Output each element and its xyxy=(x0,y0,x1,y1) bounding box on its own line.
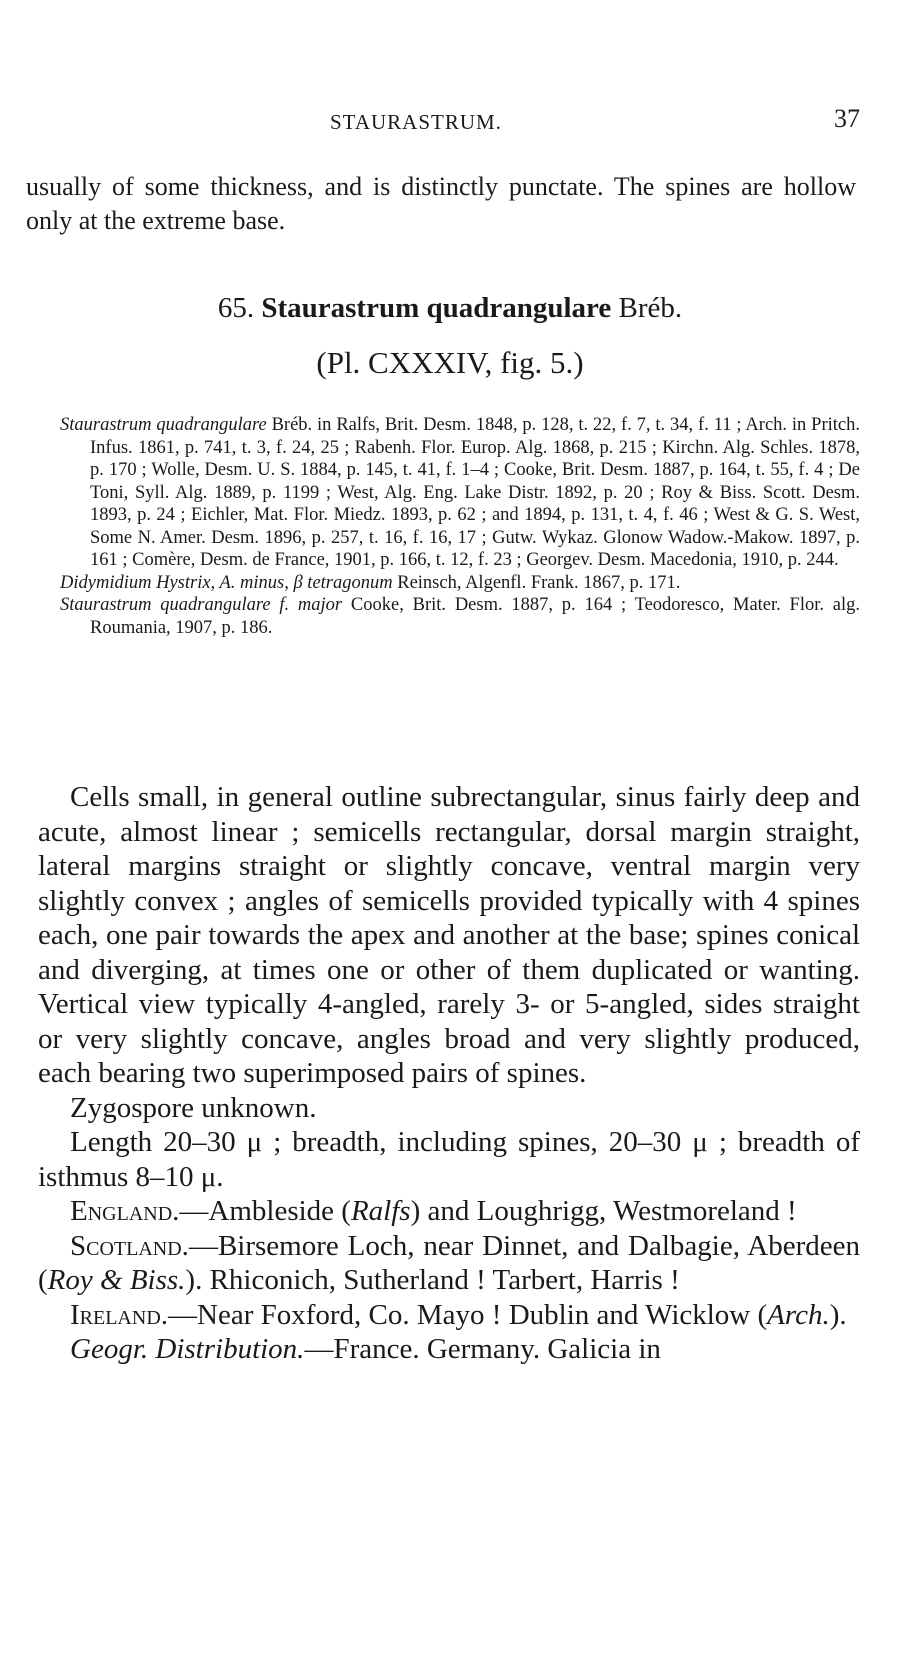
distribution-label: Geogr. Distribution. xyxy=(70,1333,305,1365)
synonym-citations: Bréb. in Ralfs, Brit. Desm. 1848, p. 128, t. 22, f. 7, t. 34, f. 11 ; Arch. in Pritch. Infus. 1861, p. 741, t. 3, f. 24, 25 ; Rabenh. Flor. Europ. Alg. 1868, p. 215 ; Kirchn. Alg. Schles. 1878, p. 170 ; Wolle, Desm. U. S. 1884, p. 145, t. 41, f. 1–4 ; Cooke, Brit. Desm. 1887, p. 164, t. 55, f. 4 ; De Toni, Syll. Alg. 1889, p. 1199 ; West, Alg. Eng. Lake Distr. 1892, p. 20 ; Roy & Biss. Scott. Desm. 1893, p. 24 ; Eichler, Mat. Flor. Miedz. 1893, p. 62 ; and 1894, p. 131, t. 4, f. 46 ; West & G. S. West, Some N. Amer. Desm. 1896, p. 257, t. 16, f. 16, 17 ; Gutw. Wykaz. Glonow Wadow.-Makow. 1897, p. 161 ; Comère, Desm. de France, 1901, p. 166, t. 12, f. 23 ; Georgev. Desm. Macedonia, 1910, p. 244. xyxy=(90,415,860,570)
description-block xyxy=(38,780,860,1367)
description-paragraph: Cells small, in general outline subrectangular, sinus fairly deep and acute, almost linear ; semicells rectangular, dorsal margin straight, lateral margins straight or slightly concave, ventral margin very slightly convex ; angles of semicells provided typically with 4 spines each, one pair towards the apex and another at the base; spines conical and diverging, at times one or other of them duplicated or wanting. Vertical view typically 4-angled, rarely 3- or 5-angled, sides straight or very slightly concave, angles broad and very slightly produced, each bearing two superimposed pairs of spines. xyxy=(38,781,860,1089)
collector-name: Roy & Biss. xyxy=(47,1264,186,1296)
region-label: Ireland. xyxy=(70,1298,169,1331)
synonym-citations: Reinsch, Algenfl. Frank. 1867, p. 171. xyxy=(397,572,681,593)
zygospore-paragraph: Zygospore unknown. xyxy=(70,1091,317,1124)
running-head xyxy=(0,104,900,140)
species-number: 65. xyxy=(217,292,255,324)
synonymy-entry xyxy=(60,414,860,572)
region-label: England. xyxy=(70,1195,180,1227)
page-number: 37 xyxy=(834,104,860,133)
synonymy-block xyxy=(60,414,860,639)
locality-text: —Near Foxford, Co. Mayo ! Dublin and Wicklow ( xyxy=(168,1298,768,1331)
plate-reference: (Pl. CXXXIV, fig. 5.) xyxy=(316,345,584,380)
locality-text: ) and Loughrigg, Westmoreland ! xyxy=(410,1195,797,1227)
species-author: Bréb. xyxy=(618,292,683,324)
locality-scotland xyxy=(38,1229,860,1298)
synonymy-entry xyxy=(60,594,860,639)
collector-name: Arch. xyxy=(767,1298,830,1331)
synonym-name: Staurastrum quadrangulare xyxy=(60,415,267,435)
running-head-title: STAURASTRUM. xyxy=(330,110,502,134)
intro-paragraph: usually of some thickness, and is distinctly punctate. The spines are hollow only at the extreme base. xyxy=(26,172,856,235)
locality-text: ). xyxy=(829,1298,847,1331)
locality-ireland xyxy=(38,1298,860,1333)
region-label: Scotland. xyxy=(70,1229,189,1262)
dimensions-paragraph: Length 20–30 μ ; breadth, including spines, 20–30 μ ; breadth of isthmus 8–10 μ. xyxy=(38,1126,860,1193)
collector-name: Ralfs xyxy=(350,1195,411,1227)
synonym-name: Didymidium Hystrix, A. minus, β tetragonum xyxy=(60,572,393,593)
synonym-citations: Cooke, Brit. Desm. 1887, p. 164 ; Teodoresco, Mater. Flor. alg. Roumania, 1907, p. 186. xyxy=(90,595,861,638)
locality-text: ). Rhiconich, Sutherland ! Tarbert, Harris ! xyxy=(185,1264,680,1296)
synonym-name: Staurastrum quadrangulare f. major xyxy=(60,595,343,615)
geographic-distribution xyxy=(38,1332,860,1367)
species-heading xyxy=(0,292,900,325)
species-name: Staurastrum quadrangulare xyxy=(261,292,612,324)
locality-text: —Birsemore Loch, near Dinnet, and Dalbagie, Aberdeen ( xyxy=(38,1229,860,1296)
locality-text: —Ambleside ( xyxy=(179,1195,351,1227)
distribution-text: —France. Germany. Galicia in xyxy=(304,1333,661,1365)
synonymy-entry xyxy=(60,572,860,595)
locality-england xyxy=(38,1194,860,1229)
